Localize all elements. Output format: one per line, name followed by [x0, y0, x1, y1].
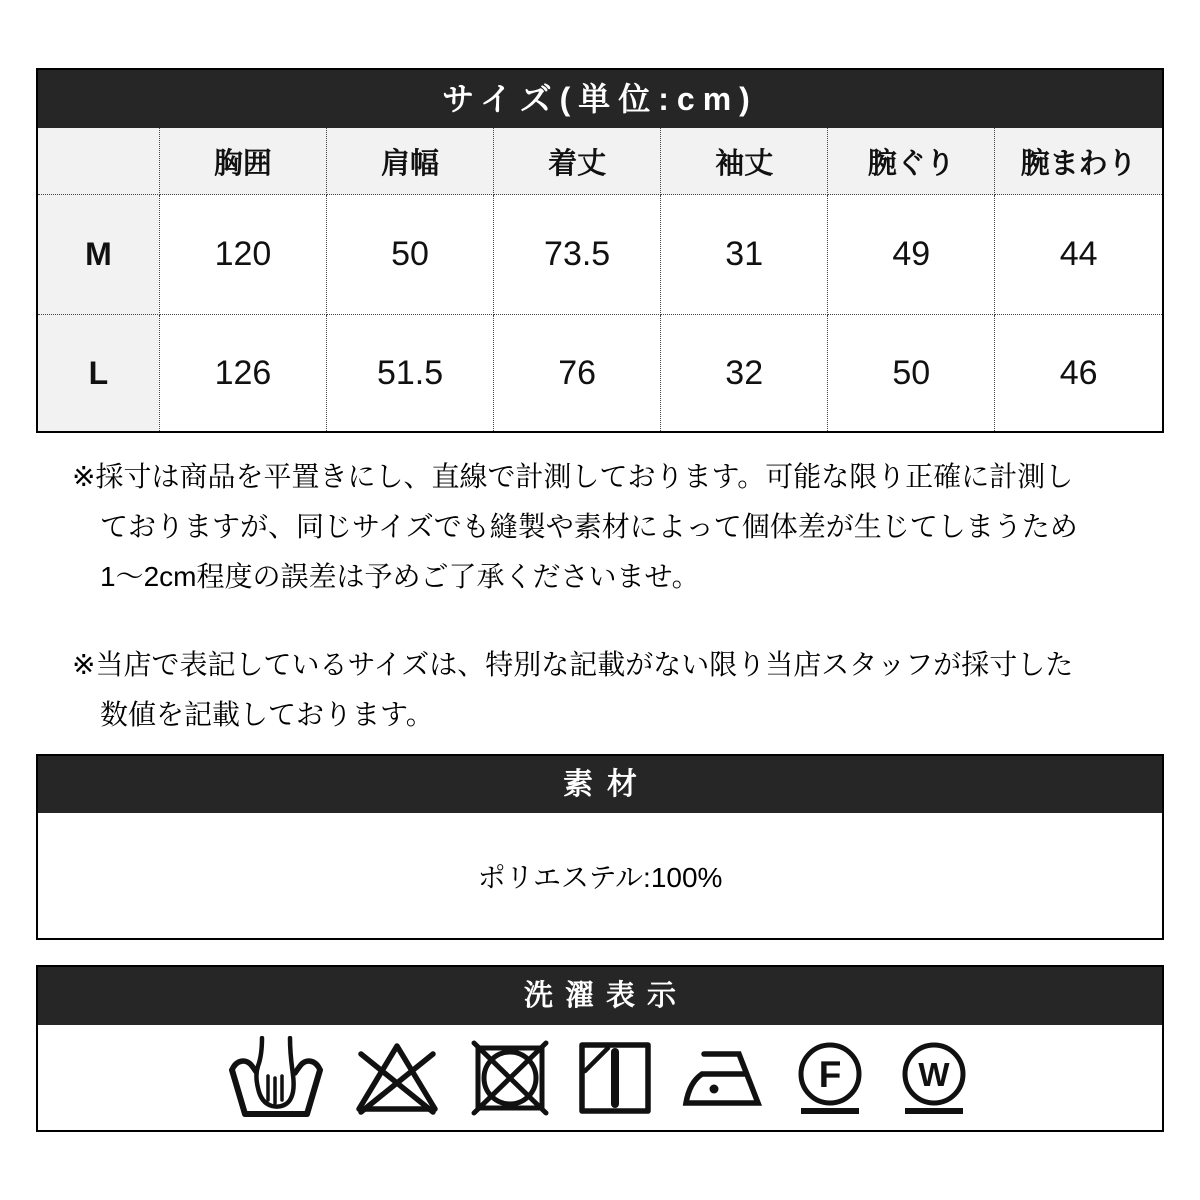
- cell-value: 126: [159, 315, 326, 432]
- cell-value: 120: [159, 195, 326, 315]
- cell-value: 50: [828, 315, 995, 432]
- cell-value: 46: [995, 315, 1162, 432]
- measurement-note: [72, 452, 1142, 602]
- cell-value: 49: [828, 195, 995, 315]
- cell-value: 44: [995, 195, 1162, 315]
- material-section: [36, 754, 1164, 940]
- dry-clean-f-icon: [792, 1041, 868, 1115]
- column-header-empty: [38, 128, 159, 195]
- size-table-title-bar: サイズ(単位:cm): [38, 70, 1162, 128]
- material-title-bar: 素材: [38, 756, 1162, 813]
- do-not-bleach-icon: [352, 1041, 442, 1115]
- column-header-arm-circumference: 腕まわり: [995, 128, 1162, 195]
- material-content: ポリエステル:100%: [477, 861, 723, 893]
- table-row-size-m: [38, 195, 1162, 315]
- cell-value: 73.5: [494, 195, 661, 315]
- cell-value: 50: [326, 195, 493, 315]
- do-not-tumble-dry-icon: [470, 1040, 550, 1116]
- wet-clean-letter: W: [918, 1055, 950, 1093]
- hand-wash-icon: [228, 1036, 324, 1120]
- care-icons-row: [38, 1025, 1162, 1130]
- staff-measurement-note: [72, 640, 1142, 740]
- column-header-length: 着丈: [494, 128, 661, 195]
- size-table: [38, 128, 1162, 431]
- note-line: ※採寸は商品を平置きにし、直線で計測しております。可能な限り正確に計測し: [72, 461, 1074, 492]
- dry-clean-letter: F: [818, 1053, 842, 1095]
- table-row-size-l: [38, 315, 1162, 432]
- size-label: L: [38, 315, 159, 432]
- care-symbols-section: [36, 965, 1164, 1132]
- size-label: M: [38, 195, 159, 315]
- note-line: 1〜2cm程度の誤差は予めご了承くださいませ。: [100, 561, 700, 592]
- column-header-armhole: 腕ぐり: [828, 128, 995, 195]
- note-line: ておりますが、同じサイズでも縫製や素材によって個体差が生じてしまうため: [100, 511, 1078, 542]
- cell-value: 31: [661, 195, 828, 315]
- column-header-shoulder: 肩幅: [326, 128, 493, 195]
- wet-clean-w-icon: [896, 1041, 972, 1115]
- cell-value: 32: [661, 315, 828, 432]
- note-line: ※当店で表記しているサイズは、特別な記載がない限り当店スタッフが採寸した: [72, 649, 1074, 680]
- note-line: 数値を記載しております。: [100, 699, 434, 730]
- size-table-section: [36, 68, 1164, 433]
- column-header-chest: 胸囲: [159, 128, 326, 195]
- cell-value: 76: [494, 315, 661, 432]
- iron-low-temp-icon: [680, 1047, 764, 1109]
- care-title-bar: 洗濯表示: [38, 967, 1162, 1025]
- cell-value: 51.5: [326, 315, 493, 432]
- line-dry-in-shade-icon: [578, 1041, 652, 1115]
- size-table-header-row: [38, 128, 1162, 195]
- column-header-sleeve: 袖丈: [661, 128, 828, 195]
